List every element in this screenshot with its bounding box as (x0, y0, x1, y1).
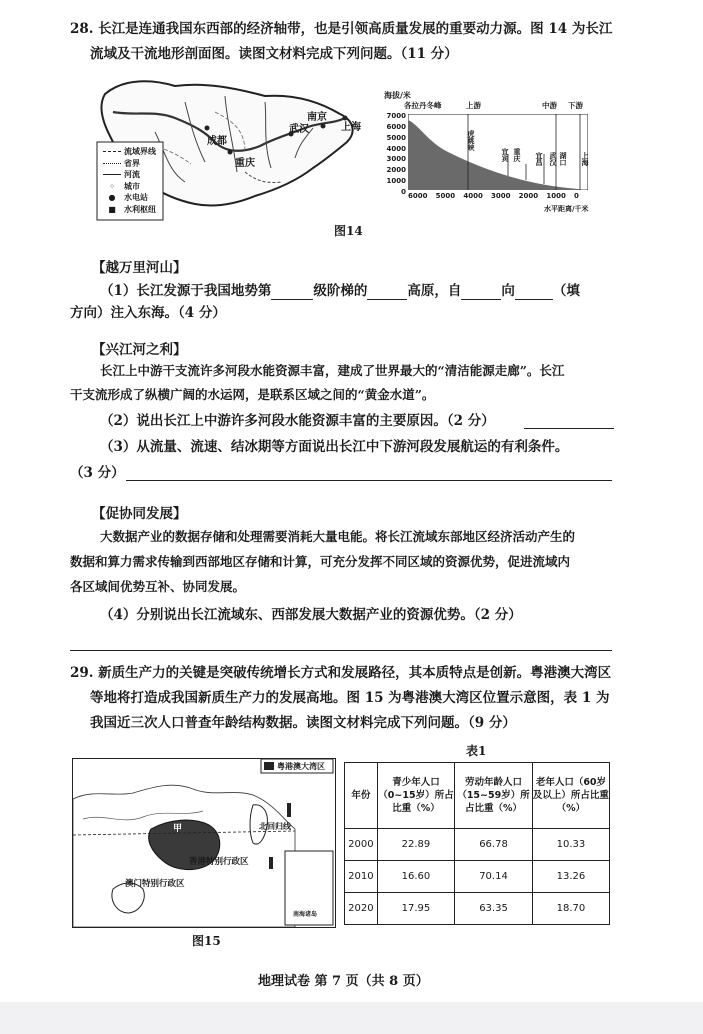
question-3-line1: （3）从流量、流速、结冰期等方面说出长江中下游河段发展航运的有利条件。 (100, 439, 569, 455)
profile-ytick: 5000 (386, 133, 406, 142)
profile-place-5: 湖口 (559, 152, 567, 166)
question-1-line1: （1）长江发源于我国地势第 级阶梯的 高原，自 向 （填 (100, 283, 580, 299)
profile-seg-3: 下游 (568, 101, 583, 110)
map14-legend-3: 城市 (124, 181, 140, 191)
figure-15-caption: 图15 (192, 934, 221, 948)
profile-xtick: 1000 (546, 192, 566, 200)
table-cell: 22.89 (377, 829, 454, 861)
map14-legend-2: 河流 (124, 170, 140, 179)
q28-intro-line1: 28. 长江是连通我国东西部的经济轴带，也是引领高质量发展的重要动力源。图 14 为长江 (70, 21, 613, 37)
profile-ylabel: 海拔/米 (384, 91, 411, 100)
table-row (345, 861, 610, 893)
table-header-working: 劳动年龄人口（15~59岁）所占比重（%） (455, 763, 533, 829)
profile-xtick: 2000 (518, 192, 539, 200)
yangtze-profile-chart (384, 90, 614, 220)
map14-legend-0: 流域界线 (124, 147, 156, 156)
page-footer: 地理试卷 第 7 页（共 8 页） (258, 974, 429, 989)
q1-answer-blank-2[interactable] (367, 285, 407, 300)
table-cell: 66.78 (455, 829, 533, 861)
map15-label-macau: 澳门特别行政区 (125, 879, 185, 889)
table-cell: 2020 (345, 893, 378, 925)
table-1-caption: 表1 (466, 744, 487, 758)
profile-ytick: 6000 (386, 122, 406, 131)
question-1-line2: 方向）注入东海。（4 分） (70, 305, 226, 321)
map14-place-chongqing: 重庆 (235, 158, 255, 169)
map15-label-tropic: 北回归线 (259, 821, 291, 831)
question-4: （4）分别说出长江流域东、西部发展大数据产业的资源优势。（2 分） (100, 607, 522, 623)
profile-place-3: 宜昌 (535, 152, 543, 166)
q2-answer-line[interactable] (524, 428, 614, 429)
section-heading-3: 【促协同发展】 (92, 506, 187, 522)
table-cell: 70.14 (455, 861, 533, 893)
question-2: （2）说出长江上中游许多河段水能资源丰富的主要原因。（2 分） (100, 413, 495, 429)
q29-intro-line3: 我国近三次人口普查年龄结构数据。读图文材料完成下列问题。（9 分） (90, 715, 516, 731)
table-cell: 13.26 (532, 861, 609, 893)
profile-place-0: 虎跳峡 (467, 130, 475, 151)
profile-ytick: 0 (401, 188, 406, 196)
profile-place-1: 宜宾 (501, 148, 509, 162)
map14-legend-1: 省界 (124, 158, 140, 168)
profile-seg-2: 中游 (542, 101, 557, 110)
greater-bay-area-map (72, 758, 336, 928)
population-age-table (344, 762, 610, 925)
material-3-line2: 数据和算力需求传输到西部地区存储和计算，可充分发挥不同区域的资源优势，促进流域内 (70, 554, 571, 569)
map14-place-nanjing: 南京 (307, 112, 327, 123)
profile-xtick: 6000 (408, 192, 428, 200)
question-3-line2: （3 分） (70, 465, 125, 481)
table-cell: 17.95 (377, 893, 454, 925)
profile-xlabel: 水平距离/千米 (544, 205, 589, 213)
material-3-line3: 各区域间优势互补、协同发展。 (70, 579, 246, 594)
profile-place-6: 上海 (581, 152, 589, 166)
table-row (345, 893, 610, 925)
table-header-year: 年份 (345, 763, 378, 829)
q29-intro-line2: 等地将打造成我国新质生产力的发展高地。图 15 为粤港澳大湾区位置示意图，表 1 为 (90, 690, 610, 706)
map14-legend-5: 水利枢纽 (124, 204, 156, 214)
material-2-line2: 干支流形成了纵横广阔的水运网，是联系区域之间的“黄金水道”。 (70, 387, 435, 402)
profile-ytick: 3000 (386, 155, 406, 164)
section-heading-2: 【兴江河之利】 (92, 342, 187, 358)
figure-14-caption: 图14 (334, 224, 363, 238)
table-header-elderly: 老年人口（60岁及以上）所占比重（%） (532, 763, 609, 829)
table-cell: 2010 (345, 861, 378, 893)
table-cell: 2000 (345, 829, 378, 861)
profile-ytick: 7000 (386, 112, 406, 120)
yangtze-basin-map: 流域界线 省界 河流 ◦ 城市 ● 水电站 ■ 水利枢纽 成都 重庆 武汉 南京 上海 (95, 72, 365, 222)
q1-answer-blank-3[interactable] (461, 285, 501, 300)
profile-xtick: 0 (574, 192, 579, 200)
map15-legend-label: 粤港澳大湾区 (277, 762, 325, 771)
q1-answer-blank-4[interactable] (515, 285, 553, 300)
table-row (345, 829, 610, 861)
profile-xtick: 4000 (463, 192, 483, 200)
table-cell: 16.60 (377, 861, 454, 893)
section-heading-1: 【越万里河山】 (92, 260, 187, 276)
profile-xtick: 5000 (435, 192, 456, 200)
profile-ytick: 2000 (386, 166, 406, 175)
table-cell: 10.33 (532, 829, 609, 861)
map14-place-shanghai: 上海 (341, 122, 361, 133)
map14-place-wuhan: 武汉 (289, 124, 309, 135)
profile-seg-0: 各拉丹冬峰 (404, 101, 442, 110)
profile-xtick: 3000 (491, 192, 511, 200)
profile-seg-1: 上游 (466, 101, 481, 110)
table-header-youth: 青少年人口（0~15岁）所占比重（%） (377, 763, 454, 829)
map14-legend-4: 水电站 (124, 193, 148, 202)
table-cell: 63.35 (455, 893, 533, 925)
q28-intro-line2: 流域及干流地形剖面图。读图文材料完成下列问题。（11 分） (90, 46, 458, 62)
map14-place-chengdu: 成都 (207, 136, 227, 147)
material-2-line1: 长江上中游干支流许多河段水能资源丰富，建成了世界最大的“清洁能源走廊”。长江 (100, 363, 565, 378)
q1-answer-blank-1[interactable] (271, 285, 313, 300)
map15-label-jia: 甲 (173, 824, 183, 834)
viewer-bottom-bar (0, 1002, 703, 1034)
table-header-row (345, 763, 610, 829)
map15-label-hongkong: 香港特别行政区 (189, 857, 249, 867)
table-cell: 18.70 (532, 893, 609, 925)
profile-ytick: 1000 (386, 177, 406, 186)
material-3-line1: 大数据产业的数据存储和处理需要消耗大量电能。将长江流域东部地区经济活动产生的 (100, 529, 576, 544)
profile-place-2: 重庆 (513, 148, 521, 162)
map15-label-south-sea: 南海诸岛 (293, 911, 318, 918)
q3-answer-line[interactable] (126, 480, 612, 481)
q29-intro-line1: 29. 新质生产力的关键是突破传统增长方式和发展路径，其本质特点是创新。粤港澳大湾区 (70, 665, 612, 681)
profile-place-4: 武汉 (549, 152, 557, 166)
q4-answer-line[interactable] (70, 650, 612, 651)
profile-ytick: 4000 (386, 144, 406, 153)
